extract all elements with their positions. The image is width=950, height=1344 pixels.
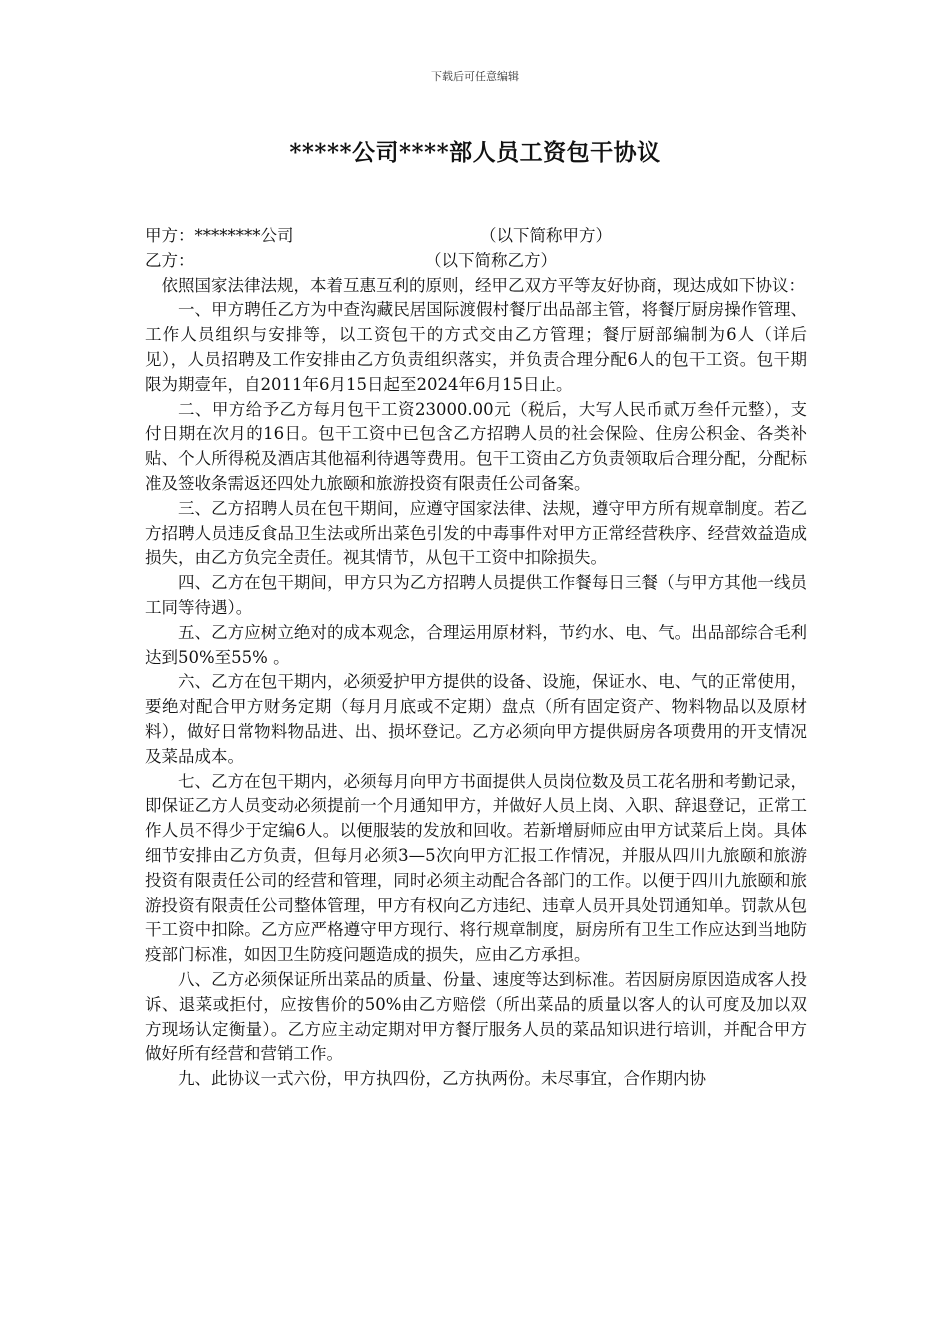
clause-6: 六、乙方在包干期内，必须爱护甲方提供的设备、设施，保证水、电、气的正常使用，要绝对配合甲方财务定期（每月月底或不定期）盘点（所有固定资产、物料物品以及原材料），做好日常物料物品进、出、损坏登记。乙方必须向甲方提供厨房各项费用的开支情况及菜品成本。 xyxy=(145,672,807,766)
party-b-line xyxy=(145,249,807,274)
party-b-label: 乙方： xyxy=(145,250,195,270)
document-body xyxy=(145,224,807,1092)
clause-3: 三、乙方招聘人员在包干期间，应遵守国家法律、法规，遵守甲方所有规章制度。若乙方招聘人员违反食品卫生法或所出菜色引发的中毒事件对甲方正常经营秩序、经营效益造成损失，由乙方负完全责任。视其情节，从包干工资中扣除损失。 xyxy=(145,498,807,568)
clause-4: 四、乙方在包干期间，甲方只为乙方招聘人员提供工作餐每日三餐（与甲方其他一线员工同等待遇）。 xyxy=(145,573,807,617)
party-b-suffix: （以下简称乙方） xyxy=(425,250,557,270)
clause-7: 七、乙方在包干期内，必须每月向甲方书面提供人员岗位数及员工花名册和考勤记录，即保证乙方人员变动必须提前一个月通知甲方，并做好人员上岗、入职、辞退登记，正常工作人员不得少于定编6人。以便服装的发放和回收。若新增厨师应由甲方试菜后上岗。具体细节安排由乙方负责，但每月必须3—5次向甲方汇报工作情况，并服从四川九旅颐和旅游投资有限责任公司的经营和管理，同时必须主动配合各部门的工作。以便于四川九旅颐和旅游投资有限责任公司整体管理，甲方有权向乙方违纪、违章人员开具处罚通知单。罚款从包干工资中扣除。乙方应严格遵守甲方现行、将行规章制度，厨房所有卫生工作应达到当地防疫部门标准，如因卫生防疫问题造成的损失，应由乙方承担。 xyxy=(145,771,807,965)
party-a-suffix: （以下简称甲方） xyxy=(480,226,612,245)
clause-8: 八、乙方必须保证所出菜品的质量、份量、速度等达到标准。若因厨房原因造成客人投诉、退菜或拒付，应按售价的50%由乙方赔偿（所出菜品的质量以客人的认可度及加以双方现场认定衡量）。乙方应主动定期对甲方餐厅服务人员的菜品知识进行培训，并配合甲方做好所有经营和营销工作。 xyxy=(145,969,807,1064)
header-note: 下载后可任意编辑 xyxy=(431,70,519,83)
clause-5: 五、乙方应树立绝对的成本观念，合理运用原材料，节约水、电、气。出品部综合毛利达到50%至55% 。 xyxy=(145,622,807,667)
clause-1: 一、甲方聘任乙方为中查沟藏民居国际渡假村餐厅出品部主管，将餐厅厨房操作管理、工作人员组织与安排等，以工资包干的方式交由乙方管理；餐厅厨部编制为6人（详后见），人员招聘及工作安排由乙方负责组织落实，并负责合理分配6人的包干工资。包干期限为期壹年，自2011年6月15日起至2024年6月15日止。 xyxy=(145,300,807,394)
clause-9: 九、此协议一式六份，甲方执四份，乙方执两份。未尽事宜，合作期内协 xyxy=(178,1069,706,1089)
clause-2: 二、甲方给予乙方每月包干工资23000.00元（税后，大写人民币贰万叁仟元整），支付日期在次月的16日。包干工资中已包含乙方招聘人员的社会保险、住房公积金、各类补贴、个人所得税及酒店其他福利待遇等费用。包干工资由乙方负责领取后合理分配，分配标准及签收条需返还四处九旅颐和旅游投资有限责任公司备案。 xyxy=(145,399,807,493)
party-a-label: 甲方：********公司 xyxy=(145,226,294,245)
document-title: *****公司****部人员工资包干协议 xyxy=(289,139,661,166)
intro-paragraph: 依照国家法律法规，本着互惠互利的原则，经甲乙双方平等友好协商，现达成如下协议： xyxy=(161,275,805,295)
party-a-line xyxy=(145,224,807,249)
